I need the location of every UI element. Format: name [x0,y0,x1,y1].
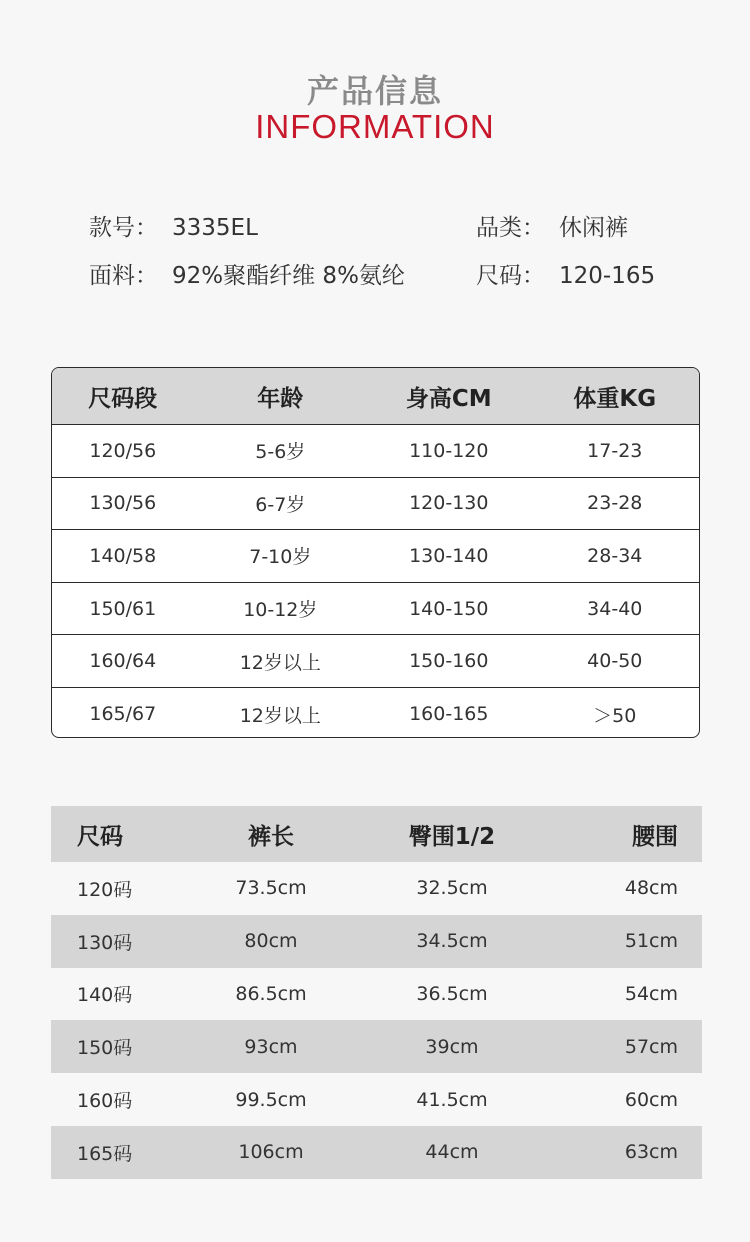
hip-cell: 41.5cm [416,1088,488,1111]
weight-cell: 23-28 [587,492,643,515]
table-row [51,968,702,1021]
fabric-label: 面料： [89,263,158,289]
header-hip: 臀围1/2 [408,823,496,850]
hip-cell: 44cm [425,1141,479,1164]
table-row [51,1073,702,1126]
length-cell: 73.5cm [235,877,307,900]
hip-cell: 32.5cm [416,877,488,900]
table-row [52,425,699,478]
age-cell: 12岁以上 [239,651,321,674]
height-cell: 130-140 [409,544,489,567]
waist-cell: 54cm [624,982,678,1005]
style-value: 3335EL [172,215,258,241]
weight-cell: 17-23 [587,439,643,462]
header-age: 年龄 [257,385,304,412]
waist-cell: 63cm [624,1141,678,1164]
size-cell: 150码 [77,1037,133,1060]
header-height: 身高CM [405,385,492,412]
size-chart-table [51,367,700,738]
table-row [52,583,699,636]
info-size [476,257,655,290]
age-cell: 5-6岁 [255,441,306,464]
table-row [52,478,699,531]
size-cell: 165/67 [89,703,157,726]
size-cell: 130码 [77,931,133,954]
size-cell: 160/64 [89,650,157,673]
size-cell: 140码 [77,984,133,1007]
measurement-table [51,806,702,1179]
age-cell: 6-7岁 [255,493,306,516]
hip-cell: 39cm [425,1035,479,1058]
header-waist: 腰围 [632,823,678,850]
table-row [52,688,699,738]
waist-cell: 57cm [624,1035,678,1058]
age-cell: 12岁以上 [239,704,321,727]
hip-cell: 34.5cm [416,930,488,953]
weight-cell: 40-50 [587,650,643,673]
header-size: 尺码 [77,823,123,850]
size-label: 尺码： [476,263,545,289]
weight-cell: ＞50 [593,704,637,727]
height-cell: 160-165 [409,703,489,726]
height-cell: 150-160 [409,650,489,673]
category-label: 品类： [476,215,545,241]
table-row [51,1020,702,1073]
weight-cell: 34-40 [587,597,643,620]
fabric-value: 92%聚酯纤维 8%氨纶 [172,263,405,289]
header-weight: 体重KG [573,385,657,412]
hip-cell: 36.5cm [416,982,488,1005]
length-cell: 93cm [244,1035,298,1058]
measurement-header [51,806,702,862]
size-chart-header [52,368,699,425]
waist-cell: 51cm [624,930,678,953]
category-value: 休闲裤 [559,215,628,241]
table-row [52,530,699,583]
weight-cell: 28-34 [587,544,643,567]
age-cell: 10-12岁 [243,599,318,622]
size-cell: 140/58 [89,544,157,567]
height-cell: 120-130 [409,492,489,515]
info-category [476,209,628,242]
table-row [51,1126,702,1179]
header-length: 裤长 [248,823,294,850]
waist-cell: 60cm [624,1088,678,1111]
length-cell: 99.5cm [235,1088,307,1111]
size-cell: 150/61 [89,597,157,620]
size-cell: 130/56 [89,492,157,515]
height-cell: 110-120 [409,439,489,462]
size-value: 120-165 [559,263,656,289]
info-fabric [89,257,405,290]
page-title-en: INFORMATION [255,108,495,145]
size-cell: 120/56 [89,439,157,462]
table-row [51,862,702,915]
size-cell: 165码 [77,1142,133,1165]
age-cell: 7-10岁 [249,546,312,569]
size-cell: 120码 [77,878,133,901]
header-size-range: 尺码段 [88,385,158,412]
length-cell: 106cm [238,1141,304,1164]
page-title-cn: 产品信息 [306,72,443,110]
info-style [89,209,258,242]
size-cell: 160码 [77,1090,133,1113]
height-cell: 140-150 [409,597,489,620]
style-label: 款号： [89,215,158,241]
waist-cell: 48cm [624,877,678,900]
length-cell: 80cm [244,930,298,953]
table-row [51,915,702,968]
table-row [52,635,699,688]
length-cell: 86.5cm [235,982,307,1005]
